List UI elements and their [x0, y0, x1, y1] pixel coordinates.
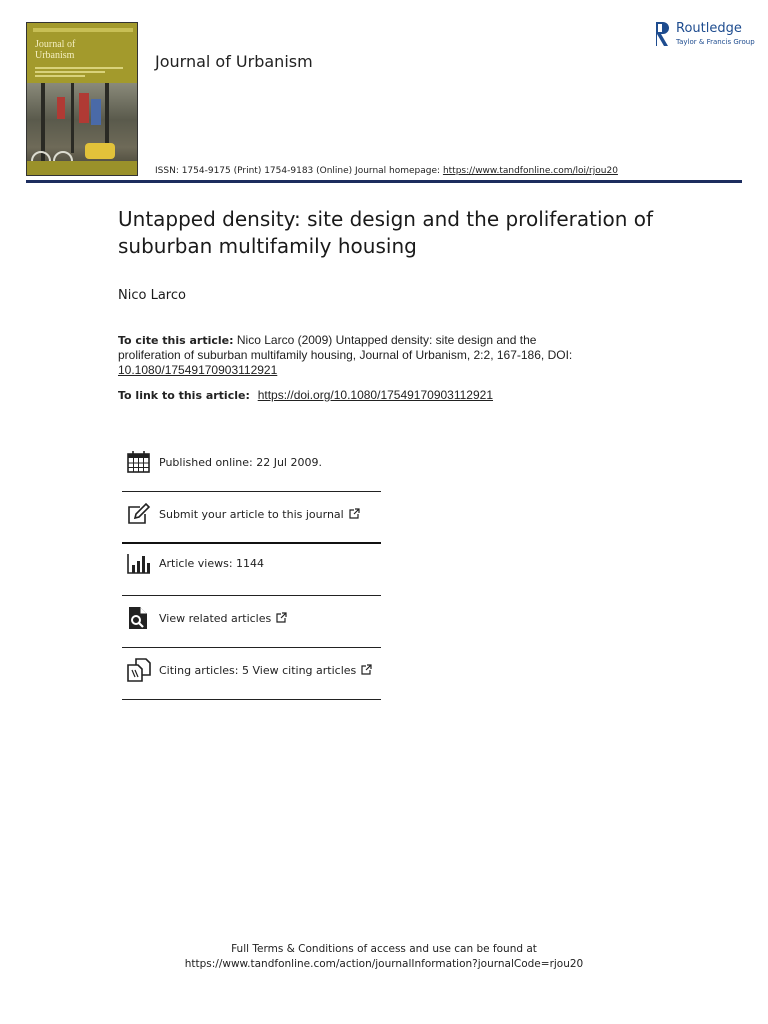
cite-doi-link[interactable]: 10.1080/17549170903112921	[118, 363, 278, 377]
external-link-icon	[349, 508, 360, 519]
external-link-icon	[361, 664, 372, 675]
citing-articles-link[interactable]	[159, 664, 372, 677]
issn-text: ISSN: 1754-9175 (Print) 1754-9183 (Online) Journal homepage:	[155, 166, 441, 176]
edit-icon	[126, 502, 152, 526]
cover-footer-band	[27, 161, 137, 175]
terms-text: Full Terms & Conditions of access and use can be found at	[231, 943, 537, 955]
terms-footer	[0, 942, 768, 972]
info-item-citing[interactable]	[122, 648, 381, 700]
bar-chart-icon	[126, 552, 152, 576]
publisher-tagline: Taylor & Francis Group	[676, 38, 755, 46]
article-author: Nico Larco	[118, 288, 186, 303]
cite-text: Nico Larco (2009) Untapped density: site design and the proliferation of suburban multifamily housing, Journal of Urbanism, 2:2, 167-186, DOI:	[118, 333, 573, 362]
cover-subtitle-lines	[35, 67, 127, 79]
info-item-related[interactable]	[122, 596, 381, 648]
journal-name: Journal of Urbanism	[155, 52, 313, 71]
info-item-views	[122, 544, 381, 596]
article-doi-url[interactable]: https://doi.org/10.1080/17549170903112921	[257, 388, 494, 402]
view-related-articles-link[interactable]	[159, 612, 287, 625]
search-document-icon	[126, 606, 152, 630]
publisher-name: Routledge	[676, 21, 742, 36]
info-item-published	[122, 440, 381, 492]
cover-title-line2: Urbanism	[35, 50, 75, 61]
cover-title-line1: Journal of	[35, 39, 76, 50]
cover-top-strip	[33, 28, 133, 32]
publisher-logo[interactable]	[654, 20, 755, 50]
terms-url[interactable]: https://www.tandfonline.com/action/journalInformation?journalCode=rjou20	[184, 958, 584, 970]
issn-line	[155, 166, 618, 176]
link-label: To link to this article:	[118, 389, 250, 402]
citing-articles-label: Citing articles: 5 View citing articles	[159, 664, 357, 677]
article-title: Untapped density: site design and the proliferation of suburban multifamily housing	[118, 207, 654, 258]
article-views-count: Article views: 1144	[159, 557, 265, 570]
cite-label: To cite this article:	[118, 334, 234, 347]
citing-articles-icon	[126, 658, 152, 682]
submit-article-link[interactable]	[159, 508, 360, 521]
routledge-r-icon	[654, 20, 670, 48]
view-related-label: View related articles	[159, 612, 272, 625]
header-rule	[26, 180, 742, 183]
article-link-line	[118, 388, 493, 402]
journal-homepage-link[interactable]: https://www.tandfonline.com/loi/rjou20	[442, 166, 618, 176]
calendar-icon	[126, 450, 152, 474]
info-item-submit[interactable]	[122, 492, 381, 544]
published-date: Published online: 22 Jul 2009.	[159, 456, 322, 469]
submit-article-label: Submit your article to this journal	[159, 508, 344, 521]
article-info-list	[122, 440, 381, 700]
citation-block	[118, 333, 598, 378]
cover-journal-title	[35, 39, 75, 61]
external-link-icon	[276, 612, 287, 623]
journal-cover-image	[26, 22, 138, 176]
